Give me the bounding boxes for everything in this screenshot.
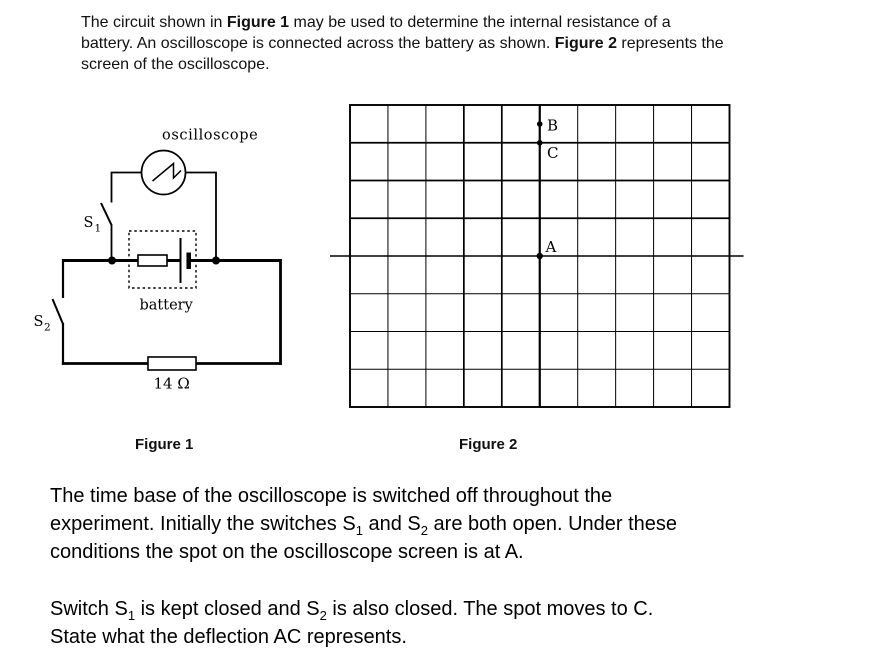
s2-subscript: 2: [319, 608, 327, 623]
battery-label: battery: [139, 297, 193, 314]
point-b-dot: [537, 121, 543, 127]
paragraph-time-base: [50, 482, 677, 566]
point-a-dot: [537, 253, 543, 259]
paragraph-question: [50, 595, 653, 651]
s1-subscript: 1: [355, 523, 363, 538]
paragraph2-line-2: [50, 623, 653, 651]
figure2-caption: Figure 2: [459, 436, 518, 453]
intro-text: screen of the oscilloscope.: [81, 56, 270, 73]
intro-line-3: [81, 54, 724, 75]
external-resistor-label: 14 Ω: [153, 374, 190, 393]
s1-subscript: 1: [127, 608, 136, 623]
switch-s2-blade: [53, 299, 64, 324]
body-text: are both open. Under these: [427, 513, 678, 535]
intro-text: represents the: [616, 35, 724, 52]
intro-line-1: [81, 12, 724, 33]
switch-s1-label: S: [83, 215, 94, 231]
body-text: and S: [362, 513, 421, 535]
figure1-caption: Figure 1: [135, 436, 194, 453]
paragraph1-line-3: [50, 538, 677, 566]
intro-text: may be used to determine the internal resistance of a: [289, 14, 671, 31]
figure1-reference: Figure 1: [226, 14, 290, 31]
external-resistor-box: [148, 357, 196, 370]
s2-subscript: 2: [420, 523, 428, 538]
body-text: The time base of the oscilloscope is switched off throughout the: [50, 485, 613, 507]
switch-s2-label: S: [33, 314, 44, 330]
body-text: experiment. Initially the switches S: [50, 513, 356, 535]
intro-paragraph: [81, 12, 724, 75]
junction-dot-left: [108, 257, 116, 265]
intro-text: The circuit shown in: [81, 14, 227, 31]
point-b-label: B: [547, 116, 559, 135]
paragraph2-line-1: [50, 595, 653, 623]
switch-s1-subscript: 1: [94, 222, 102, 235]
switch-s1-blade: [101, 203, 112, 225]
intro-line-2: [81, 33, 724, 54]
oscilloscope-screen: [325, 98, 750, 412]
junction-dot-right: [212, 257, 220, 265]
point-a-label: A: [545, 238, 557, 256]
point-c-dot: [537, 140, 543, 146]
oscilloscope-right-wire: [186, 173, 217, 261]
body-text: Switch S: [50, 598, 128, 620]
figure2-reference: Figure 2: [554, 35, 617, 52]
body-text: conditions the spot on the oscilloscope screen is at A.: [50, 541, 524, 563]
internal-resistance-box: [138, 255, 167, 266]
paragraph1-line-1: [50, 482, 677, 510]
body-text: State what the deflection AC represents.: [50, 626, 407, 648]
intro-text: battery. An oscilloscope is connected across the battery as shown.: [81, 35, 555, 52]
paragraph1-line-2: [50, 510, 677, 538]
switch-s2-subscript: 2: [44, 321, 51, 334]
point-c-label: C: [547, 144, 559, 162]
body-text: is kept closed and S: [135, 598, 320, 620]
circuit-diagram: [28, 106, 310, 412]
oscilloscope-left-wire: [112, 173, 142, 203]
body-text: is also closed. The spot moves to C.: [326, 598, 654, 620]
oscilloscope-label: oscilloscope: [162, 127, 259, 144]
